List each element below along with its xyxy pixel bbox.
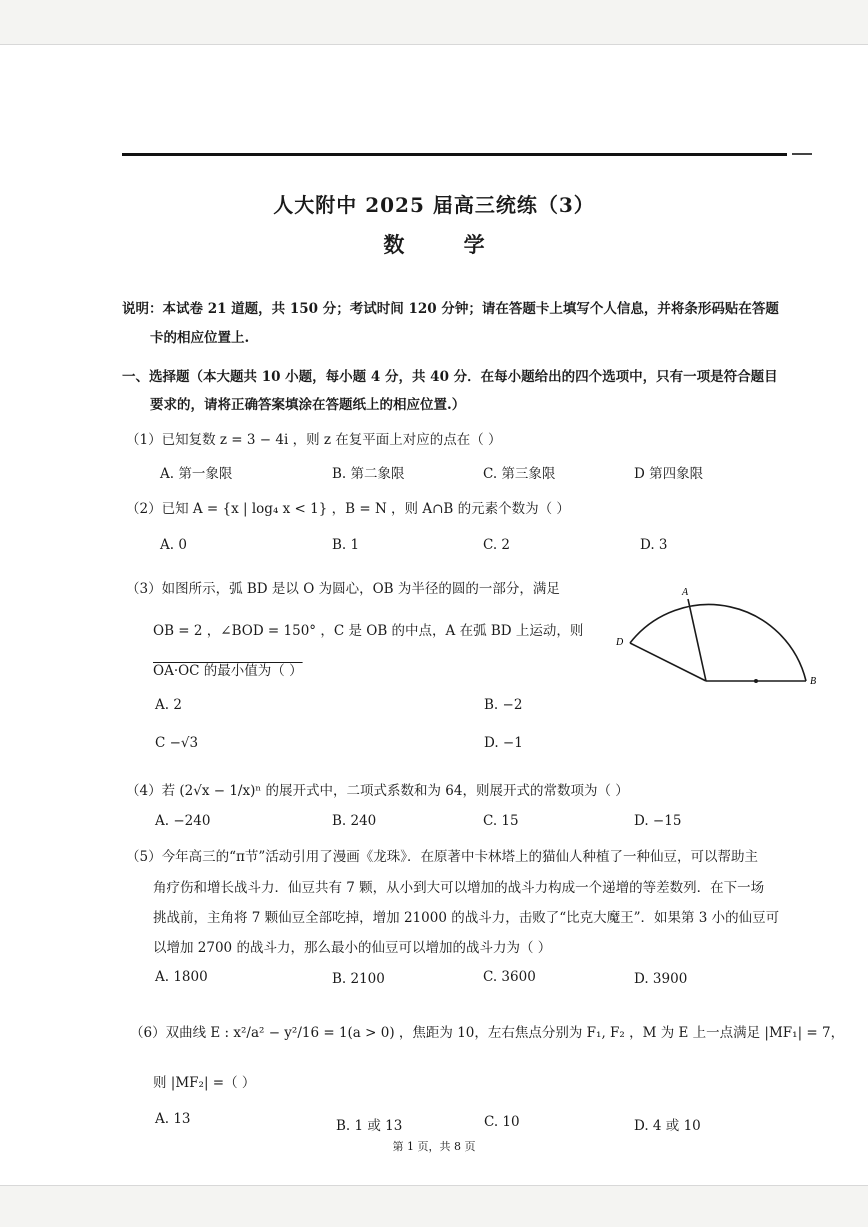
intro-line-2: 卡的相应位置上. [150,330,250,346]
question-4-option-a: A. −240 [155,813,211,829]
question-5-option-b: B. 2100 [332,971,385,987]
question-1-option-c: C. 第三象限 [483,466,556,482]
question-5-option-d: D. 3900 [634,971,688,987]
question-3-stem-line-2: OB = 2 ，∠BOD = 150° ，C 是 OB 的中点，A 在弧 BD 上运动，则 [153,623,584,639]
section-1-line-1: 一、选择题（本大题共 10 小题，每小题 4 分，共 40 分．在每小题给出的四个选项中，只有一项是符合题目 [122,369,778,385]
section-1-line-2: 要求的，请将正确答案填涂在答题纸上的相应位置.） [150,397,466,413]
question-3-stem-line-3: OA·OC 的最小值为（ ） [153,663,303,679]
question-5-stem-line-1: （5）今年高三的“π节”活动引用了漫画《龙珠》．在原著中卡林塔上的猫仙人种植了一种仙豆，可以帮助主 [126,849,759,865]
page-footer: 第 1 页，共 8 页 [392,1140,476,1153]
question-6-option-b: B. 1 或 13 [336,1118,403,1134]
label-d: D [616,637,624,648]
question-4-option-c: C. 15 [483,813,519,829]
question-3-option-b: B. −2 [484,697,523,713]
question-6-option-d: D. 4 或 10 [634,1118,701,1134]
exam-title: 人大附中 2025 届高三统练（3） [273,193,595,217]
label-a: A [682,587,689,598]
question-1-option-a: A. 第一象限 [160,466,233,482]
question-3-stem-line-1: （3）如图所示，弧 BD 是以 O 为圆心，OB 为半径的圆的一部分，满足 [126,581,560,597]
question-3-option-a: A. 2 [155,697,182,713]
label-b: B [810,676,817,687]
question-1-option-d: D 第四象限 [634,466,704,482]
question-5-stem-line-3: 挑战前，主角将 7 颗仙豆全部吃掉，增加 21000 的战斗力，击败了“比克大魔王”．如果第 3 小的仙豆可 [153,910,780,926]
exam-page [0,44,868,1186]
question-5-stem-line-2: 角疗伤和增长战斗力．仙豆共有 7 颗，从小到大可以增加的战斗力构成一个递增的等差数列．在下一场 [153,880,765,896]
question-6-option-c: C. 10 [484,1114,520,1130]
question-5-stem-line-4: 以增加 2700 的战斗力，那么最小的仙豆可以增加的战斗力为（ ） [153,940,552,956]
segment-od [630,643,706,681]
question-1-stem: （1）已知复数 z = 3 − 4i ，则 z 在复平面上对应的点在（ ） [126,432,502,448]
question-6-option-a: A. 13 [155,1111,191,1127]
question-2-option-d: D. 3 [640,537,668,553]
arc-bd [630,605,806,681]
question-3-option-c: C −√3 [155,735,199,751]
header-rule [122,153,787,156]
segment-oa [688,599,706,681]
question-1-option-b: B. 第二象限 [332,466,405,482]
question-4-stem: （4）若 (2√x − 1/x)ⁿ 的展开式中，二项式系数和为 64，则展开式的常数项为（ ） [126,783,629,799]
question-5-option-c: C. 3600 [483,969,536,985]
question-3-figure [612,583,824,703]
intro-line-1: 说明：本试卷 21 道题，共 150 分；考试时间 120 分钟；请在答题卡上填写个人信息，并将条形码贴在答题 [122,301,779,317]
header-rule-tail [792,153,812,155]
question-6-stem-line-2: 则 |MF₂| =（ ） [153,1075,256,1091]
question-3-option-d: D. −1 [484,735,523,751]
question-6-stem-line-1: （6）双曲线 E : x²/a² − y²/16 = 1(a > 0) ，焦距为 10，左右焦点分别为 F₁, F₂ ，M 为 E 上一点满足 |MF₁| = 7， [130,1025,845,1041]
question-2-stem: （2）已知 A = {x | log₄ x < 1} ，B = N ，则 A∩B 的元素个数为（ ） [126,501,570,517]
point-c [754,679,758,683]
question-4-option-d: D. −15 [634,813,682,829]
question-2-option-a: A. 0 [160,537,187,553]
question-4-option-b: B. 240 [332,813,377,829]
question-5-option-a: A. 1800 [155,969,208,985]
question-2-option-b: B. 1 [332,537,360,553]
question-2-option-c: C. 2 [483,537,511,553]
exam-subject: 数 学 [383,232,511,257]
